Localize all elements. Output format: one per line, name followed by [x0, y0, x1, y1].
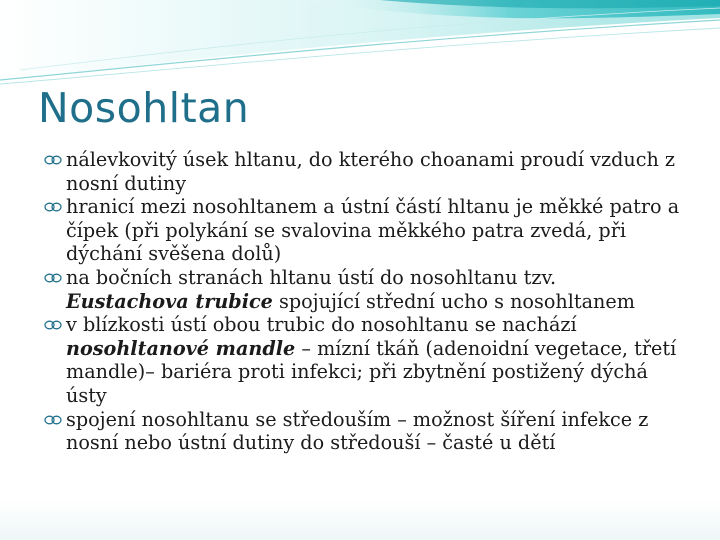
- bottom-shade: [0, 500, 720, 540]
- double-loop-bullet-icon: [44, 272, 62, 284]
- bullet-text: nálevkovitý úsek hltanu, do kterého choanami proudí vzduch z nosní dutiny: [66, 148, 676, 195]
- bullet-item: [44, 195, 684, 266]
- bullet-item: [44, 313, 684, 407]
- bullet-item: [44, 148, 684, 195]
- double-loop-bullet-icon: [44, 319, 62, 331]
- bullet-item: [44, 266, 684, 313]
- slide-title: Nosohltan: [38, 84, 250, 132]
- bullet-text: spojení nosohltanu se středouším – možnost šíření infekce z nosní nebo ústní dutiny do středouší – časté u dětí: [66, 407, 649, 455]
- double-loop-bullet-icon: [44, 414, 62, 426]
- double-loop-bullet-icon: [44, 201, 62, 213]
- bullet-text: – mízní tkáň (adenoidní vegetace, třetí mandle)– bariéra proti infekci; při zbytnění postižený dýchá ústy: [66, 336, 677, 407]
- bullet-text: spojující střední ucho s nosohltanem: [279, 289, 635, 313]
- double-loop-bullet-icon: [44, 154, 62, 166]
- bullet-text: v blízkosti ústí obou trubic do nosohltanu se nachází: [66, 313, 577, 337]
- bullet-text: hranicí mezi nosohltanem a ústní částí hltanu je měkké patro a čípek (při polykání se svalovina měkkého patra zvedá, při dýchání svěšena dolů): [66, 195, 680, 266]
- bullet-text: na bočních stranách hltanu ústí do nosohltanu tzv.: [66, 265, 557, 289]
- bullet-emphasis: Eustachova trubice: [66, 289, 273, 313]
- bullet-emphasis: nosohltanové mandle: [66, 336, 296, 360]
- bullet-list: [44, 148, 684, 455]
- bullet-item: [44, 408, 684, 455]
